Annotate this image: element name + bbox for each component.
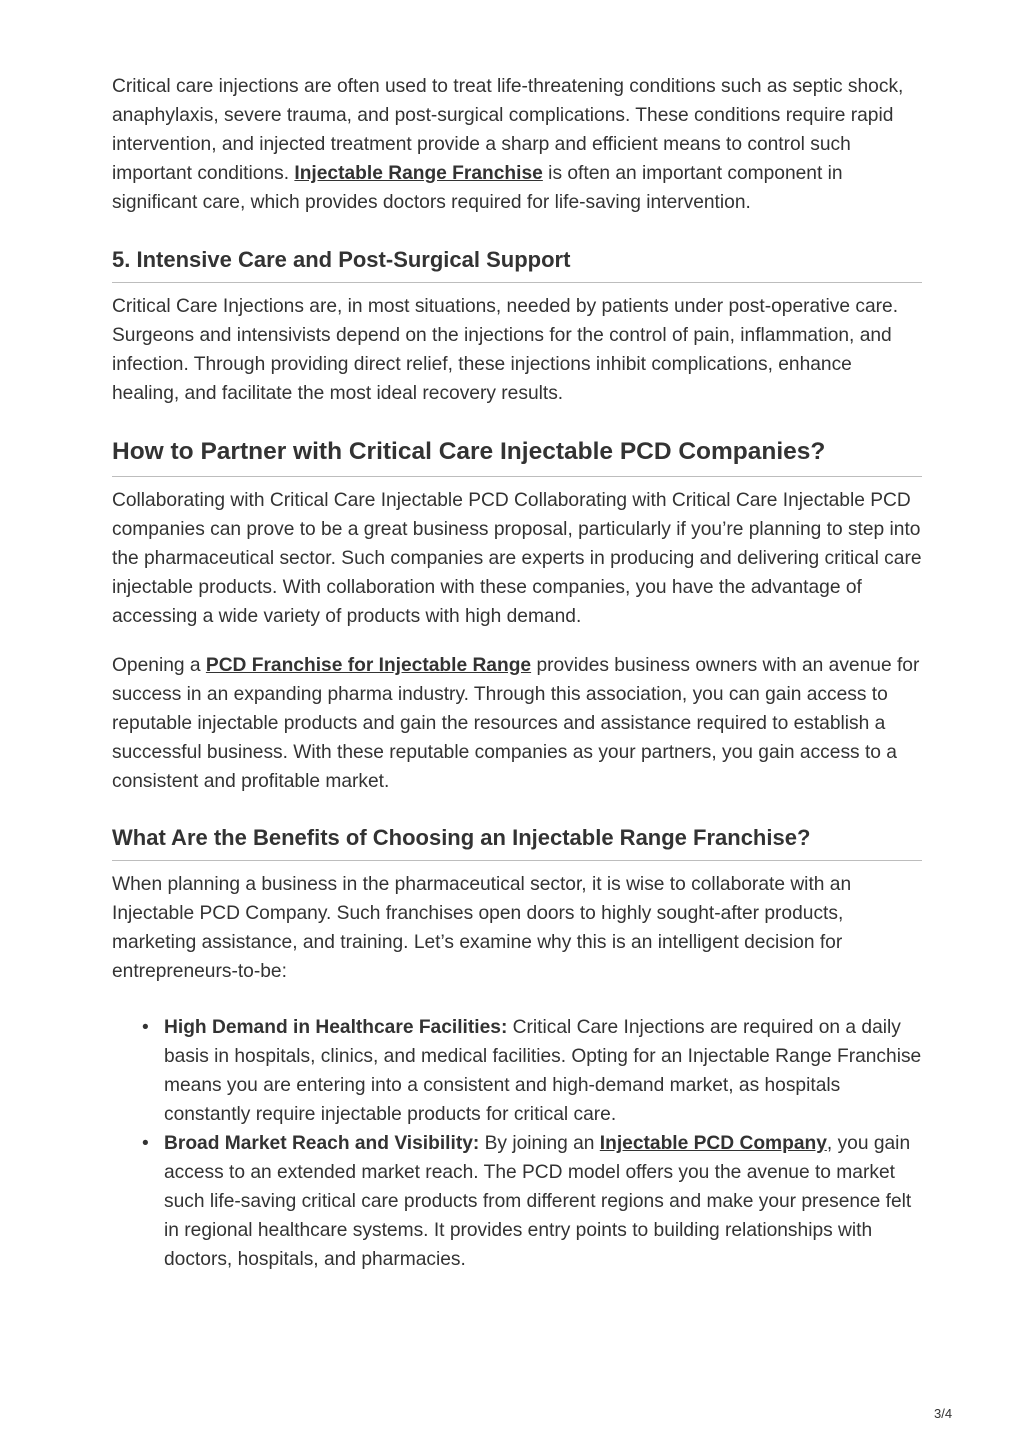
partner-paragraph-2 [112,651,922,796]
partner-paragraph-1: Collaborating with Critical Care Injectable PCD Collaborating with Critical Care Injectable PCD companies can prove to be a great business proposal, particularly if you’re planning to step into the pharmaceutical sector. Such companies are experts in producing and delivering critical care injectable products. With collaboration with these companies, you have the advantage of accessing a wide variety of products with high demand. [112,490,922,627]
pcd-franchise-injectable-link[interactable]: PCD Franchise for Injectable Range [205,655,532,676]
page-number: 3/4 [934,1406,953,1421]
list-item-title: High Demand in Healthcare Facilities: [164,1017,508,1038]
benefits-heading: What Are the Benefits of Choosing an Injectable Range Franchise? [112,823,922,861]
intro-text-after-link: is often an important component in significant care, which provides doctors required for life-saving intervention. [112,163,843,213]
list-item-text-after-link: , you gain access to an extended market reach. The PCD model offers you the avenue to market such life-saving critical care products from different regions and make your presence felt in regional healthcare systems. It provides entry points to building relationships with doctors, hospitals, and pharmacies. [164,1133,912,1270]
benefits-paragraph: When planning a business in the pharmaceutical sector, it is wise to collaborate with an Injectable PCD Company. Such franchises open doors to highly sought-after products, marketing assistance, and training. Let’s examine why this is an intelligent decision for entrepreneurs-to-be: [112,874,852,982]
partner-heading: How to Partner with Critical Care Injectable PCD Companies? [112,435,922,477]
intro-text-before-link: Critical care injections are often used to treat life-threatening conditions such as septic shock, anaphylaxis, severe trauma, and post-surgical complications. These conditions require rapid intervention, and injected treatment provide a sharp and efficient means to control such important conditions. [112,76,904,184]
section5-paragraph: Critical Care Injections are, in most situations, needed by patients under post-operative care. Surgeons and intensivists depend on the injections for the control of pain, inflammation, and infection. Through providing direct relief, these injections inhibit complications, enhance healing, and facilitate the most ideal recovery results. [112,296,899,404]
list-item-title: Broad Market Reach and Visibility: [164,1133,480,1154]
partner-text-after-link: provides business owners with an avenue for success in an expanding pharma industry. Through this association, you can gain access to reputable injectable products and gain the resources and assistance required to establish a successful business. With these reputable companies as your partners, you gain access to a consistent and profitable market. [112,655,920,792]
injectable-range-franchise-link[interactable]: Injectable Range Franchise [294,163,543,184]
list-item-text: Critical Care Injections are required on a daily basis in hospitals, clinics, and medical facilities. Opting for an Injectable Range Franchise means you are entering into a consistent and high-demand market, as hospitals constantly require injectable products for critical care. [164,1017,922,1125]
benefits-list [112,1013,922,1274]
injectable-pcd-company-link[interactable]: Injectable PCD Company [599,1133,827,1154]
partner-text-before-link: Opening a [112,655,206,676]
section5-heading: 5. Intensive Care and Post-Surgical Support [112,245,922,283]
article-content [112,72,922,1274]
bullet-icon: • [142,1017,149,1038]
list-item [142,1013,922,1129]
intro-paragraph [112,72,922,217]
list-item [142,1129,922,1274]
bullet-icon: • [142,1133,149,1154]
list-item-text-before-link: By joining an [479,1133,600,1154]
